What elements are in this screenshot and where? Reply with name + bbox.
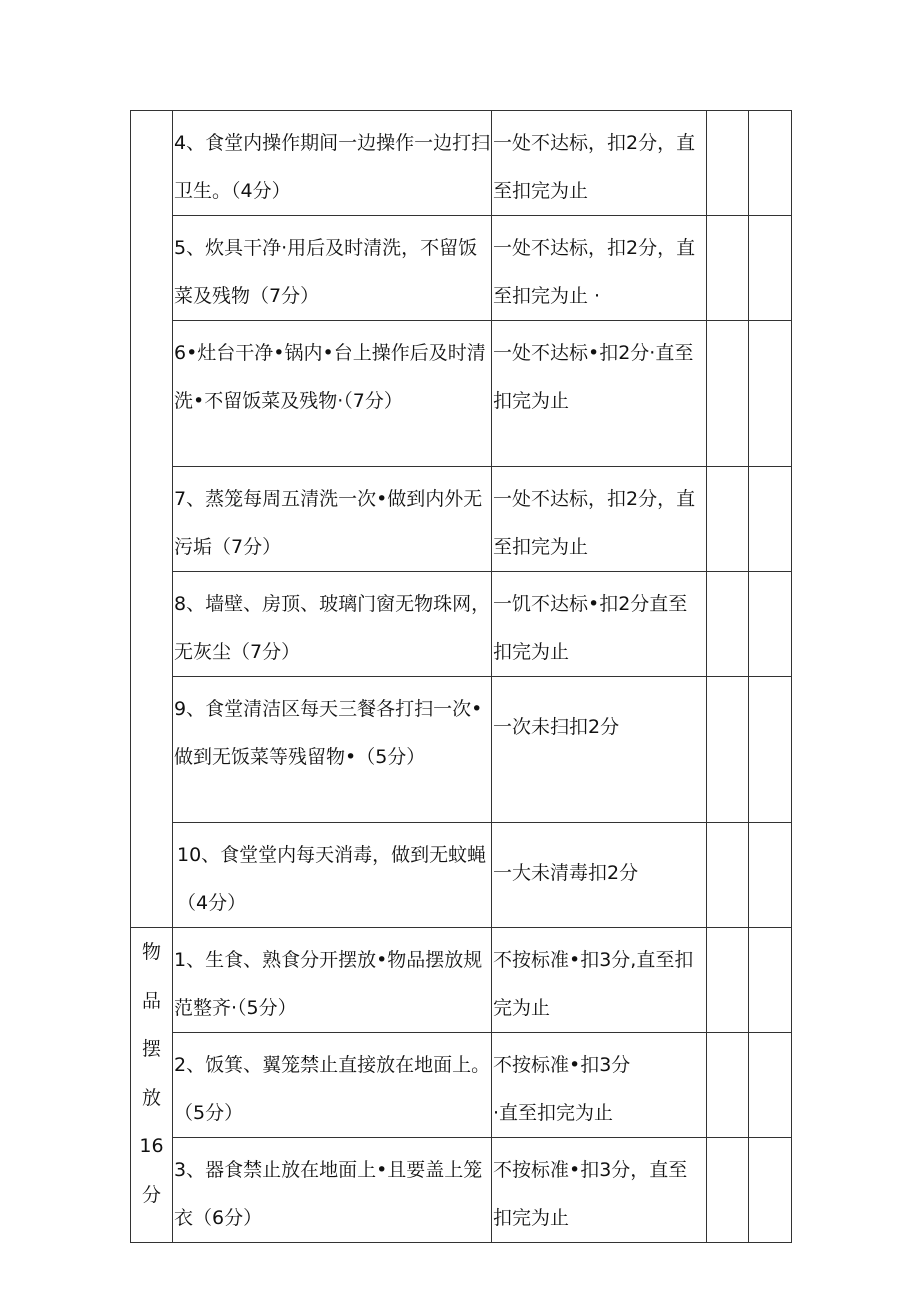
table-row (131, 677, 792, 823)
item-cell (173, 321, 492, 467)
remark-cell (749, 677, 792, 823)
remark-cell (749, 572, 792, 677)
item-text: 8、墙壁、房顶、玻璃门窗无物珠网，无灰尘（7分） (174, 593, 491, 663)
remark-cell (749, 111, 792, 216)
score-cell (707, 572, 749, 677)
item-text: 1、生食、熟食分开摆放•物品摆放规范整齐·（5分） (174, 949, 483, 1019)
item-cell (173, 1033, 492, 1138)
category-char: 物 (141, 941, 161, 963)
remark-cell (749, 823, 792, 928)
score-table (130, 110, 792, 1243)
rule-text: 一处不达标•扣2分·直至扣完为止 (493, 342, 694, 412)
item-cell (173, 928, 492, 1033)
rule-text: 一次未扫扣2分 (493, 716, 620, 738)
item-cell (173, 467, 492, 572)
remark-cell (749, 928, 792, 1033)
table-row (131, 216, 792, 321)
item-text: 5、炊具干净·用后及时清洗，不留饭菜及残物（7分） (174, 237, 478, 307)
category-cell-storage (131, 928, 173, 1243)
table-row (131, 1138, 792, 1243)
table-row (131, 823, 792, 928)
score-cell (707, 216, 749, 321)
item-cell (173, 677, 492, 823)
rule-text: 一饥不达标•扣2分直至扣完为止 (493, 593, 688, 663)
item-cell (173, 216, 492, 321)
table-row (131, 111, 792, 216)
item-text: 7、蒸笼每周五清洗一次•做到内外无污垢（7分） (174, 488, 483, 558)
rule-text: 一处不达标，扣2分，直至扣完为止 (493, 132, 696, 202)
rule-cell (492, 111, 707, 216)
rule-text: 不按标准•扣3分·直至扣完为止 (493, 1054, 631, 1124)
category-cell-hygiene (131, 111, 173, 928)
rule-text: 一处不达标，扣2分，直至扣完为止 (493, 488, 696, 558)
category-char: 品 (141, 989, 161, 1012)
table-row (131, 321, 792, 467)
item-text: 9、食堂清洁区每天三餐各打扫一次•做到无饭菜等残留物•（5分） (174, 698, 483, 768)
category-char: 16 (139, 1135, 164, 1157)
item-cell (173, 572, 492, 677)
score-cell (707, 1033, 749, 1138)
table-row (131, 928, 792, 1033)
rule-cell (492, 216, 707, 321)
table-row (131, 572, 792, 677)
category-char: 摆 (141, 1038, 161, 1060)
rule-cell (492, 467, 707, 572)
score-cell (707, 321, 749, 467)
item-cell (173, 111, 492, 216)
score-cell (707, 1138, 749, 1243)
item-cell (173, 1138, 492, 1243)
rule-cell (492, 928, 707, 1033)
score-cell (707, 928, 749, 1033)
remark-cell (749, 467, 792, 572)
rule-text: 一处不达标，扣2分，直至扣完为止 · (493, 237, 696, 307)
rule-text: 不按标准•扣3分,直至扣完为止 (493, 949, 694, 1019)
rule-cell (492, 823, 707, 928)
rule-text: 不按标准•扣3分，直至扣完为止 (493, 1159, 688, 1229)
table-row (131, 467, 792, 572)
score-cell (707, 677, 749, 823)
rule-text: 一大未清毒扣2分 (493, 862, 639, 884)
item-text: 10、食堂堂内每天消毒，做到无蚊蝇（4分） (177, 844, 487, 914)
score-cell (707, 111, 749, 216)
remark-cell (749, 321, 792, 467)
score-cell (707, 467, 749, 572)
remark-cell (749, 1138, 792, 1243)
rule-cell (492, 1138, 707, 1243)
item-text: 3、器食禁止放在地面上•且要盖上笼衣（6分） (174, 1159, 483, 1229)
category-char: 分 (141, 1183, 161, 1206)
score-cell (707, 823, 749, 928)
remark-cell (749, 1033, 792, 1138)
rule-cell (492, 1033, 707, 1138)
rule-cell (492, 321, 707, 467)
rule-cell (492, 572, 707, 677)
rule-cell (492, 677, 707, 823)
item-text: 6•灶台干净•锅内•台上操作后及时清洗•不留饭菜及残物·（7分） (174, 342, 486, 412)
item-text: 4、食堂内操作期间一边操作一边打扫卫生。（4分） (174, 132, 491, 202)
category-char: 放 (141, 1086, 161, 1109)
item-cell (173, 823, 492, 928)
table-row (131, 1033, 792, 1138)
item-text: 2、饭箕、翼笼禁止直接放在地面上。（5分） (174, 1054, 491, 1124)
remark-cell (749, 216, 792, 321)
